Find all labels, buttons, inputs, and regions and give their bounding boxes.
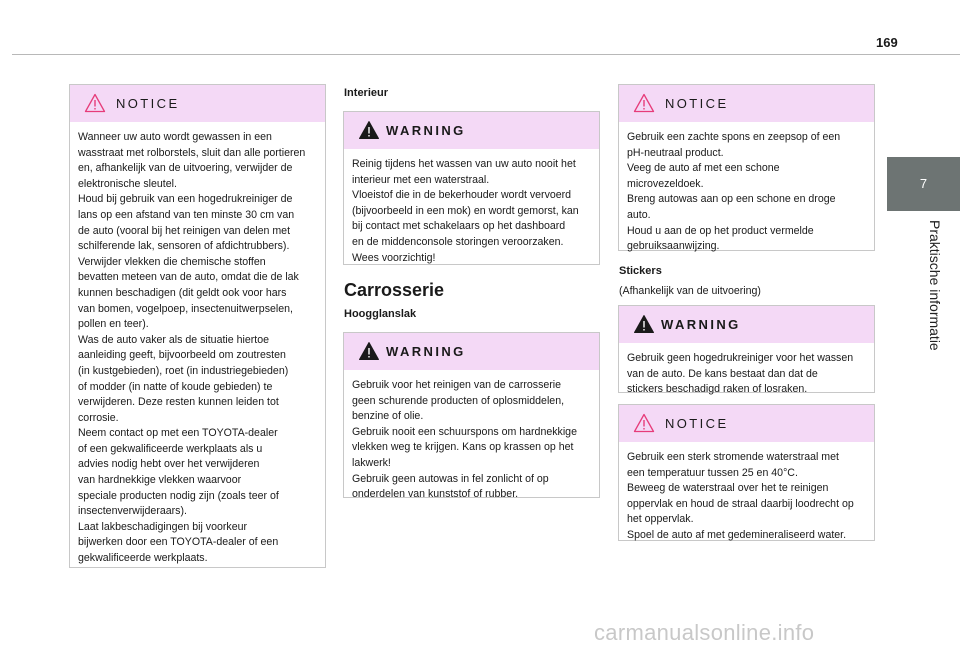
notice-header (619, 85, 874, 122)
notice-header (619, 405, 874, 442)
chapter-tab-number[interactable]: 7 (887, 157, 960, 211)
warning-box-bodywork (343, 332, 600, 501)
warning-header (344, 333, 599, 370)
warning-text: Reinig tijdens het wassen van uw auto nooit het interieur met een waterstraal. Vloeistof die in de bekerhouder wordt vervoerd (bijvoorbeeld in een mok) en wordt gemorst, kan bij contact met schakelaars op het dashboard en de middenconsole storingen veroorzaken. Wees voorzichtig! (352, 158, 579, 264)
notice-box-left (69, 84, 326, 568)
notice-text: Gebruik een zachte spons en zeepsop of een pH-neutraal product. Veeg de auto af met een schone microvezeldoek. Breng autowas aan op een schone en droge auto. Houd u aan de op het product vermelde gebruiksaanwijzing. (627, 131, 841, 253)
stickers-note: (Afhankelijk van de uitvoering) (619, 285, 761, 297)
section-heading-carrosserie: Carrosserie (344, 280, 445, 300)
warning-triangle-outline-icon (84, 93, 106, 113)
warning-triangle-filled-icon (633, 314, 655, 334)
notice-title: NOTICE (665, 416, 729, 431)
warning-triangle-filled-icon (358, 120, 380, 140)
warning-header (619, 306, 874, 343)
warning-text: Gebruik geen hogedrukreiniger voor het wassen van de auto. De kans bestaat dan dat de stickers beschadigd raken of losraken. (627, 352, 854, 396)
warning-box-stickers (618, 305, 875, 396)
notice-text: Wanneer uw auto wordt gewassen in een wasstraat met rolborstels, sluit dan alle portieren en, afhankelijk van de uitvoering, verwijder de elektronische sleutel. Houd bij gebruik van een hogedrukreiniger de lans op een afstand van ten minste 30 cm van de auto (vooral bij het reinigen van delen met schilferende lak, sensoren of afdichtrubbers). Verwijder vlekken die chemische stoffen bevatten meteen van de auto, omdat die de lak kunnen beschadigen (dit geldt ook voor hars van bomen, vogelpoep, insectenuitwerpselen, pollen en teer). Was de auto vaker als de situatie hiertoe aanleiding geeft, bijvoorbeeld om zoutresten (in kustgebieden), roet (in industriegebieden) of modder (in natte of koude gebieden) te verwijderen. Deze resten kunnen leiden tot corrosie. Neem contact op met een TOYOTA-dealer of een gekwalificeerde werkplaats als u advies nodig hebt over het verwijderen van hardnekkige vlekken waarvoor speciale producten nodig zijn (zoals teer of insectenverwijderaars). Laat lakbeschadigingen bij voorkeur bijwerken door een TOYOTA-dealer of een gekwalificeerde werkplaats. (78, 131, 306, 565)
watermark: carmanualsonline.info (594, 620, 815, 645)
top-divider (12, 54, 960, 55)
stickers-heading: Stickers (619, 265, 662, 277)
warning-text: Gebruik voor het reinigen van de carrosserie geen schurende producten of oplosmiddelen, benzine of olie. Gebruik nooit een schuurspons om hardnekkige vlekken weg te krijgen. Kans op krassen op het lakwerk! Gebruik geen autowas in fel zonlicht of op onderdelen van kunststof of rubber. (352, 379, 577, 501)
warning-box-interior (343, 111, 600, 265)
warning-triangle-outline-icon (633, 93, 655, 113)
warning-header (344, 112, 599, 149)
notice-text: Gebruik een sterk stromende waterstraal met een temperatuur tussen 25 en 40°C. Beweeg de waterstraal over het te reinigen oppervlak en houd de straal daarbij loodrecht op het oppervlak. Spoel de auto af met gedemineraliseerd water. (627, 451, 854, 541)
gloss-paint-heading: Hoogglanslak (344, 308, 417, 320)
warning-title: WARNING (386, 123, 466, 138)
warning-title: WARNING (386, 344, 466, 359)
warning-triangle-outline-icon (633, 413, 655, 433)
notice-box-right-bottom (618, 404, 875, 541)
notice-title: NOTICE (665, 96, 729, 111)
interior-heading: Interieur (344, 87, 389, 99)
page-number: 169 (876, 35, 898, 50)
warning-title: WARNING (661, 317, 741, 332)
notice-header (70, 85, 325, 122)
chapter-title: Praktische informatie (927, 220, 943, 351)
chapter-tab-label (887, 212, 960, 362)
notice-box-right-top (618, 84, 875, 251)
warning-triangle-filled-icon (358, 341, 380, 361)
notice-title: NOTICE (116, 96, 180, 111)
